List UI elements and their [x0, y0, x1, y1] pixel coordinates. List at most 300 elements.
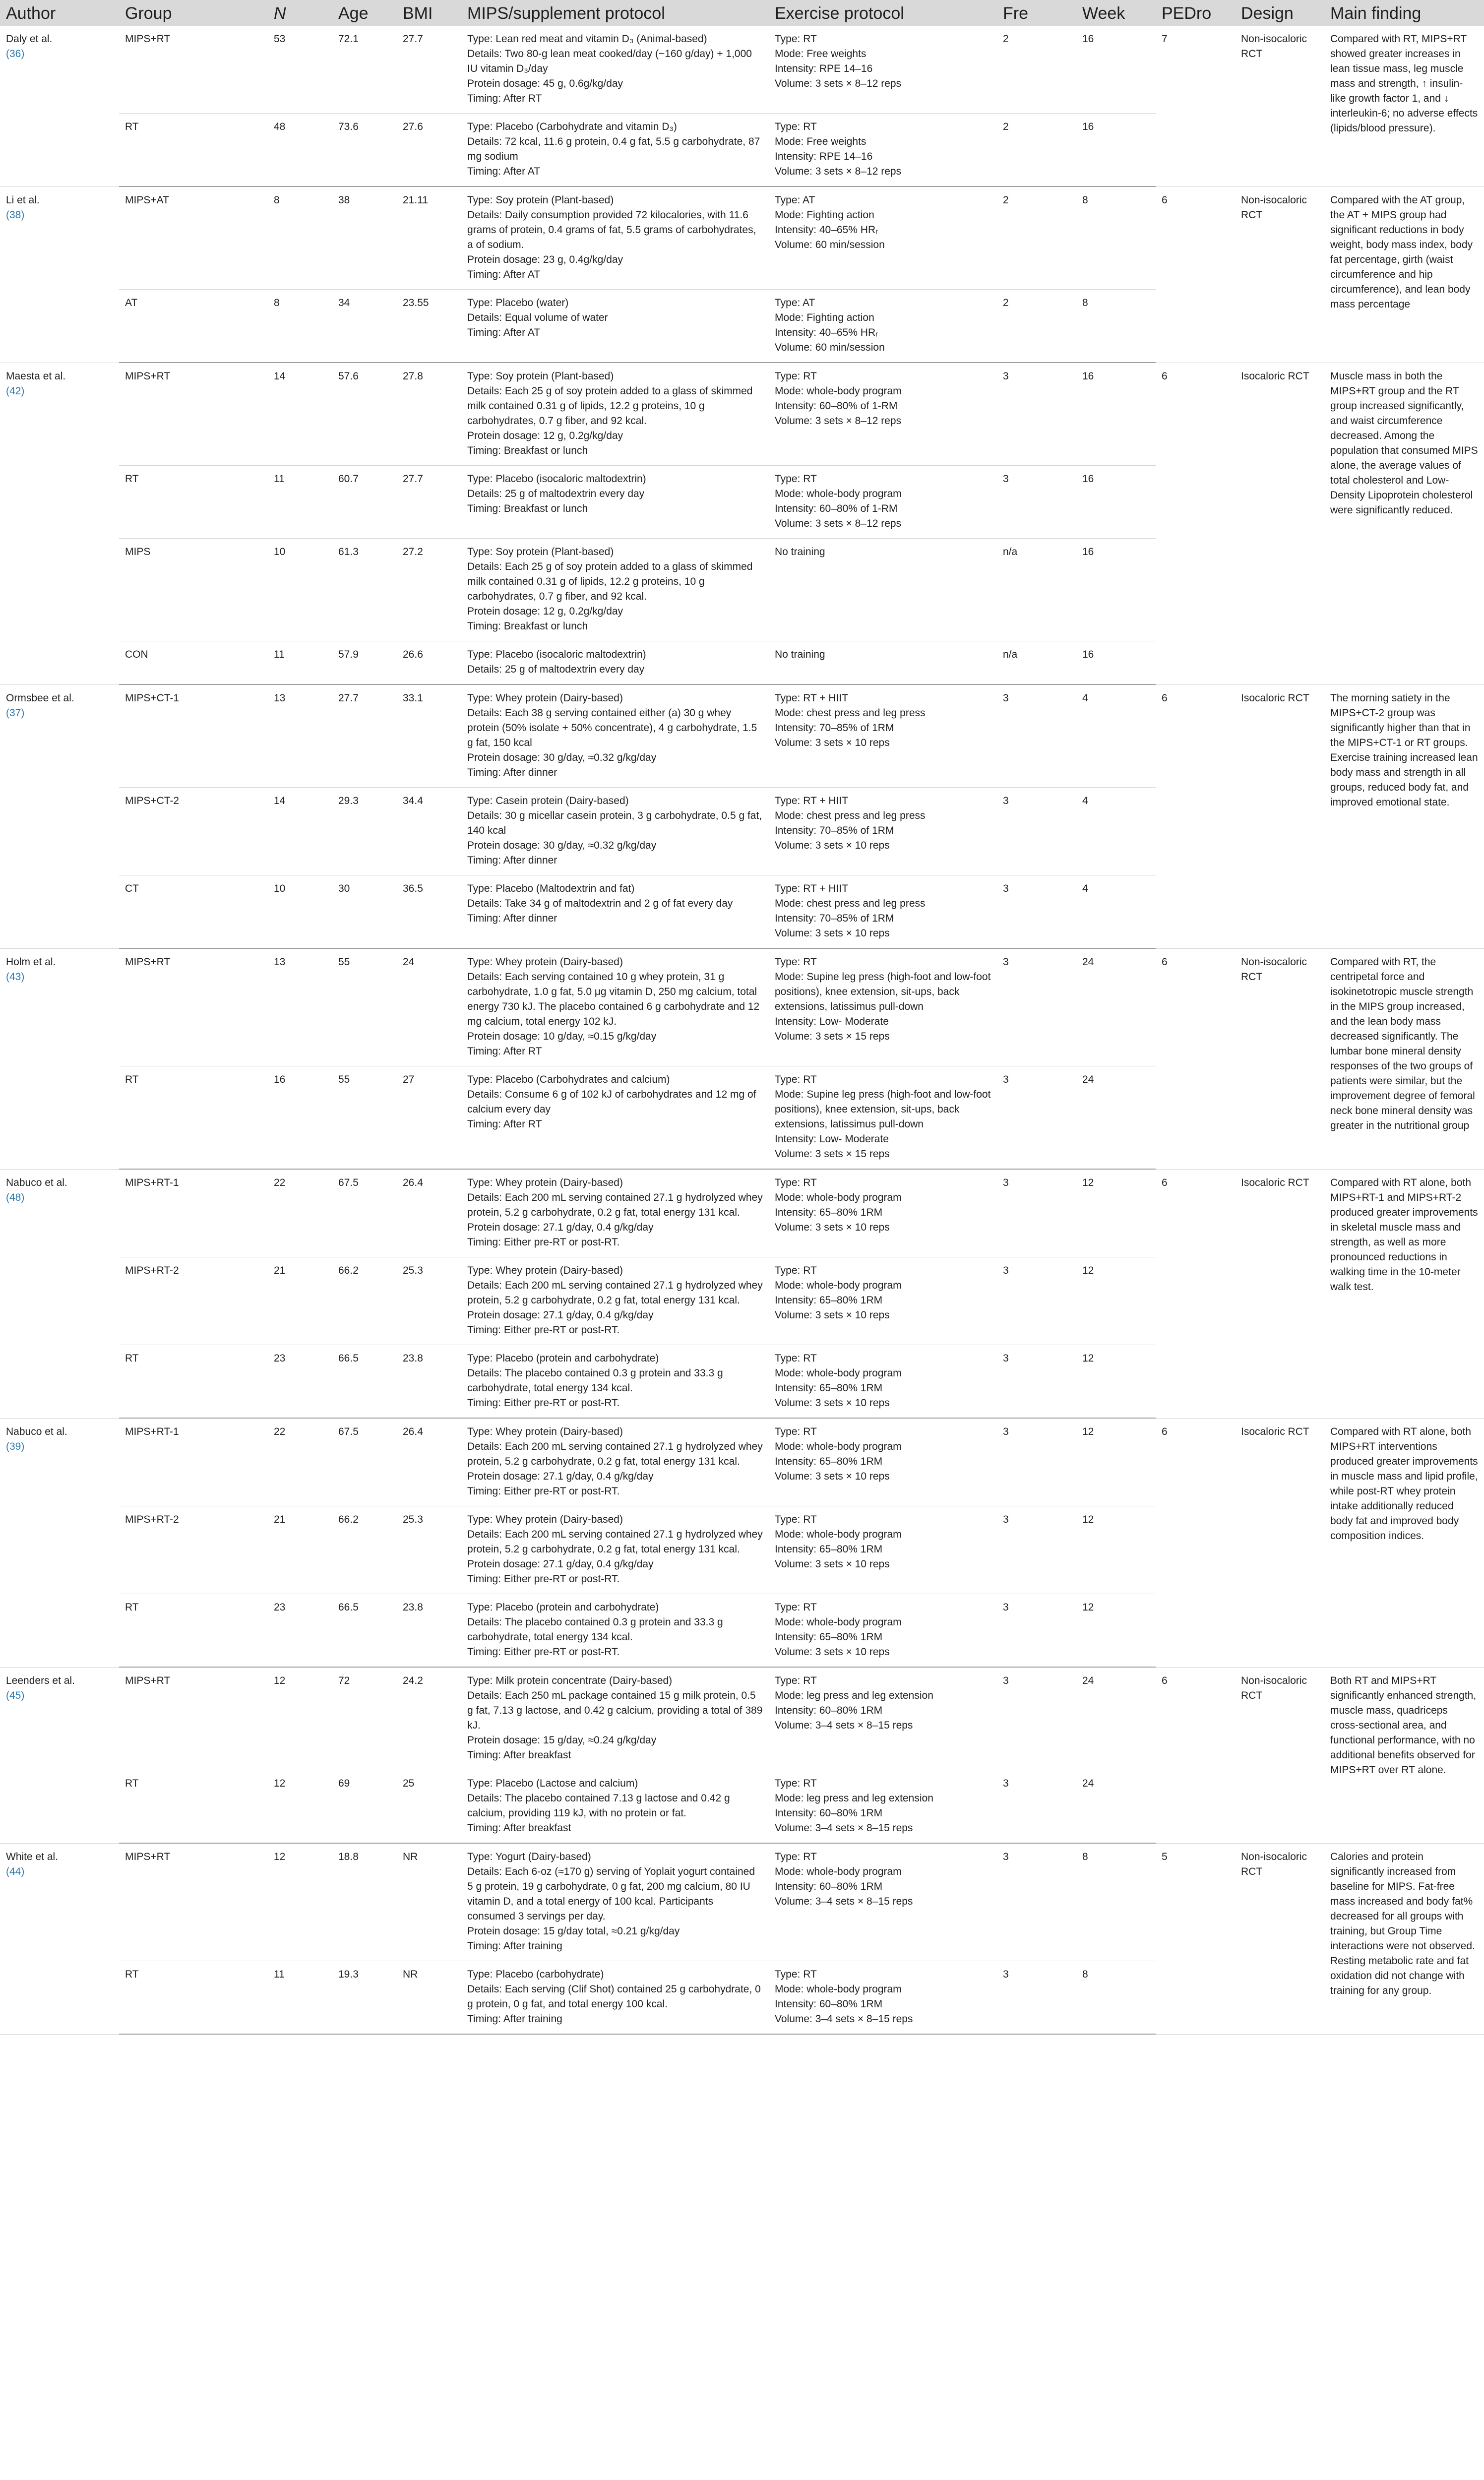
table-row: [0, 363, 1484, 466]
exercise-protocol-cell-line: Volume: 3 sets × 10 reps: [775, 1646, 890, 1658]
bmi-cell: 27.2: [397, 539, 461, 641]
exercise-protocol-cell-line: Volume: 3 sets × 10 reps: [775, 1471, 890, 1482]
mips-protocol-cell-line: Details: 25 g of maltodextrin every day: [467, 664, 645, 675]
week-cell: 24: [1076, 1667, 1156, 1770]
mips-protocol-cell-line: Protein dosage: 15 g/day, ≈0.24 g/kg/day: [467, 1735, 657, 1746]
mips-protocol-cell-line: Type: Whey protein (Dairy-based): [467, 1426, 623, 1437]
exercise-protocol-cell: [769, 114, 997, 187]
mips-protocol-cell: [461, 1843, 769, 1961]
reference-link[interactable]: (43): [6, 971, 25, 983]
age-cell: 60.7: [332, 466, 397, 539]
age-cell: 61.3: [332, 539, 397, 641]
exercise-protocol-cell: [769, 1770, 997, 1844]
reference-link[interactable]: (37): [6, 707, 25, 719]
exercise-protocol-cell-line: Type: RT: [775, 1851, 817, 1862]
mips-protocol-cell-line: Details: Each 38 g serving contained either (a) 30 g whey protein (50% isolate + 50% concentrate), 4 g carbohydrate, 1.5 g fat, 150 kcal: [467, 707, 757, 748]
mips-protocol-cell-line: Details: 25 g of maltodextrin every day: [467, 488, 645, 499]
bmi-cell: NR: [397, 1843, 461, 1961]
mips-protocol-cell-line: Timing: After dinner: [467, 913, 557, 924]
group-cell: MIPS+CT-1: [119, 684, 268, 788]
pedro-cell: 7: [1156, 26, 1235, 186]
mips-protocol-cell-line: Type: Placebo (protein and carbohydrate): [467, 1353, 659, 1364]
week-cell: 16: [1076, 26, 1156, 114]
n-cell: 11: [268, 466, 332, 539]
mips-protocol-cell-line: Details: Each 250 mL package contained 15 g milk protein, 0.5 g fat, 7.13 g lactose, and 0.42 g calcium, providing a total of 389 kJ.: [467, 1690, 763, 1731]
age-cell: 69: [332, 1770, 397, 1844]
age-cell: 67.5: [332, 1418, 397, 1506]
mips-protocol-cell-line: Timing: Either pre-RT or post-RT.: [467, 1573, 620, 1585]
exercise-protocol-cell-line: Type: RT + HIIT: [775, 883, 849, 894]
bmi-cell: 27.7: [397, 466, 461, 539]
pedro-cell: 6: [1156, 948, 1235, 1169]
table-row: [0, 1843, 1484, 1961]
n-cell: 13: [268, 684, 332, 788]
exercise-protocol-cell-line: Mode: whole-body program: [775, 1192, 902, 1203]
n-cell: 14: [268, 363, 332, 466]
mips-protocol-cell: [461, 1418, 769, 1506]
mips-protocol-cell-line: Timing: After AT: [467, 327, 541, 338]
mips-protocol-cell-line: Type: Soy protein (Plant-based): [467, 194, 614, 206]
n-cell: 12: [268, 1770, 332, 1844]
author-cell: [0, 684, 119, 948]
fre-cell: 3: [997, 875, 1076, 949]
fre-cell: 3: [997, 363, 1076, 466]
group-cell: AT: [119, 290, 268, 363]
n-cell: 8: [268, 186, 332, 290]
design-cell: Non-isocaloric RCT: [1235, 1667, 1324, 1843]
exercise-protocol-cell-line: Mode: Fighting action: [775, 312, 874, 323]
mips-protocol-cell-line: Type: Whey protein (Dairy-based): [467, 692, 623, 704]
bmi-cell: 24: [397, 948, 461, 1066]
mips-protocol-cell-line: Details: Take 34 g of maltodextrin and 2 g of fat every day: [467, 898, 733, 909]
bmi-cell: 21.11: [397, 186, 461, 290]
main-finding-cell: Muscle mass in both the MIPS+RT group and the RT group increased significantly, and waist circumference decreased. Among the population that consumed MIPS alone, the average values of total cholesterol and Low-Density Lipoprotein cholesterol were significantly reduced.: [1324, 363, 1484, 684]
exercise-protocol-cell-line: Volume: 3 sets × 8–12 reps: [775, 415, 902, 427]
pedro-cell: 6: [1156, 363, 1235, 684]
bmi-cell: NR: [397, 1961, 461, 2035]
mips-protocol-cell: [461, 1506, 769, 1594]
mips-protocol-cell-line: Timing: Either pre-RT or post-RT.: [467, 1486, 620, 1497]
age-cell: 29.3: [332, 788, 397, 875]
mips-protocol-cell-line: Type: Casein protein (Dairy-based): [467, 795, 629, 806]
mips-protocol-cell-line: Timing: Either pre-RT or post-RT.: [467, 1237, 620, 1248]
mips-protocol-cell-line: Details: 72 kcal, 11.6 g protein, 0.4 g fat, 5.5 g carbohydrate, 87 mg sodium: [467, 136, 760, 162]
header-main-finding: Main finding: [1324, 0, 1484, 26]
design-cell: Non-isocaloric RCT: [1235, 948, 1324, 1169]
group-cell: MIPS+RT: [119, 26, 268, 114]
design-cell: Non-isocaloric RCT: [1235, 186, 1324, 363]
exercise-protocol-cell-line: Intensity: Low- Moderate: [775, 1133, 889, 1145]
exercise-protocol-cell-line: Mode: whole-body program: [775, 1984, 902, 1995]
mips-protocol-cell: [461, 1169, 769, 1257]
mips-protocol-cell-line: Type: Placebo (Maltodextrin and fat): [467, 883, 635, 894]
author-cell: [0, 186, 119, 363]
exercise-protocol-cell-line: Type: RT: [775, 1353, 817, 1364]
exercise-protocol-cell: [769, 1169, 997, 1257]
exercise-protocol-cell-line: Intensity: 60–80% 1RM: [775, 1705, 883, 1716]
author-name: Daly et al.: [6, 33, 53, 45]
age-cell: 55: [332, 948, 397, 1066]
mips-protocol-cell-line: Timing: Breakfast or lunch: [467, 445, 588, 456]
bmi-cell: 23.8: [397, 1345, 461, 1419]
exercise-protocol-cell: [769, 1066, 997, 1170]
exercise-protocol-cell-line: Volume: 3–4 sets × 8–15 reps: [775, 1822, 913, 1834]
exercise-protocol-cell: [769, 539, 997, 641]
group-cell: RT: [119, 1961, 268, 2035]
main-finding-cell: Compared with RT alone, both MIPS+RT interventions produced greater improvements in muscle mass and lipid profile, while post-RT whey protein intake additionally reduced body fat and improved body composition indices.: [1324, 1418, 1484, 1667]
mips-protocol-cell: [461, 539, 769, 641]
bmi-cell: 27.7: [397, 26, 461, 114]
exercise-protocol-cell-line: Type: RT: [775, 1426, 817, 1437]
week-cell: 16: [1076, 114, 1156, 187]
group-cell: MIPS+RT: [119, 363, 268, 466]
exercise-protocol-cell-line: Type: RT: [775, 1514, 817, 1525]
fre-cell: n/a: [997, 641, 1076, 685]
age-cell: 72.1: [332, 26, 397, 114]
group-cell: MIPS+RT-1: [119, 1169, 268, 1257]
design-cell: Isocaloric RCT: [1235, 363, 1324, 684]
mips-protocol-cell-line: Details: Each 200 mL serving contained 27.1 g hydrolyzed whey protein, 5.2 g carbohydrate, 0.2 g fat, total energy 131 kcal.: [467, 1280, 763, 1306]
group-cell: MIPS+RT-2: [119, 1257, 268, 1345]
exercise-protocol-cell-line: Mode: chest press and leg press: [775, 707, 926, 719]
table-body: [0, 26, 1484, 2034]
exercise-protocol-cell-line: Intensity: 65–80% 1RM: [775, 1295, 883, 1306]
group-cell: RT: [119, 114, 268, 187]
exercise-protocol-cell-line: Mode: Free weights: [775, 48, 866, 60]
exercise-protocol-cell-line: Volume: 3 sets × 10 reps: [775, 737, 890, 748]
group-cell: CON: [119, 641, 268, 685]
main-finding-cell: Compared with RT, the centripetal force and isokinetotropic muscle strength in the MIPS group increased, and the lean body mass decreased significantly. The lumbar bone mineral density responses of the two groups of patients were similar, but the improvement degree of femoral neck bone mineral density was greater in the nutritional group: [1324, 948, 1484, 1169]
n-cell: 12: [268, 1667, 332, 1770]
mips-protocol-cell: [461, 186, 769, 290]
table-row: [0, 1667, 1484, 1770]
exercise-protocol-cell-line: Intensity: 60–80% of 1-RM: [775, 400, 898, 412]
group-cell: RT: [119, 1345, 268, 1419]
exercise-protocol-cell-line: Intensity: 60–80% 1RM: [775, 1807, 883, 1819]
mips-protocol-cell-line: Protein dosage: 23 g, 0.4g/kg/day: [467, 254, 623, 265]
author-name: White et al.: [6, 1851, 59, 1862]
exercise-protocol-cell: [769, 290, 997, 363]
exercise-protocol-cell: [769, 1506, 997, 1594]
mips-protocol-cell-line: Timing: After RT: [467, 1046, 542, 1057]
mips-protocol-cell-line: Type: Soy protein (Plant-based): [467, 546, 614, 558]
mips-protocol-cell-line: Details: 30 g micellar casein protein, 3 g carbohydrate, 0.5 g fat, 140 kcal: [467, 810, 762, 836]
exercise-protocol-cell-line: Mode: whole-body program: [775, 1616, 902, 1628]
exercise-protocol-cell-line: Mode: Supine leg press (high-foot and low-foot positions), knee extension, sit-ups, back extensions, latissimus pull-down: [775, 971, 991, 1012]
n-cell: 11: [268, 641, 332, 685]
exercise-protocol-cell-line: Intensity: 60–80% of 1-RM: [775, 503, 898, 514]
bmi-cell: 26.6: [397, 641, 461, 685]
week-cell: 4: [1076, 684, 1156, 788]
mips-protocol-cell-line: Details: Each 6-oz (≈170 g) serving of Yoplait yogurt contained 5 g protein, 19 g carbohydrate, 0 g fat, 200 mg calcium, 80 IU vitamin D, and a total energy of 100 kcal. Participants consumed 3 servings per day.: [467, 1866, 755, 1922]
age-cell: 55: [332, 1066, 397, 1170]
fre-cell: n/a: [997, 539, 1076, 641]
header-author: Author: [0, 0, 119, 26]
mips-protocol-cell-line: Timing: After breakfast: [467, 1749, 571, 1761]
mips-protocol-cell-line: Protein dosage: 27.1 g/day, 0.4 g/kg/day: [467, 1558, 654, 1570]
mips-protocol-cell-line: Details: The placebo contained 7.13 g lactose and 0.42 g calcium, providing 119 kJ, with no protein or fat.: [467, 1793, 730, 1819]
exercise-protocol-cell-line: Mode: leg press and leg extension: [775, 1793, 933, 1804]
week-cell: 12: [1076, 1169, 1156, 1257]
author-cell: [0, 1843, 119, 2034]
mips-protocol-cell-line: Type: Whey protein (Dairy-based): [467, 1265, 623, 1276]
n-cell: 22: [268, 1169, 332, 1257]
fre-cell: 2: [997, 114, 1076, 187]
mips-protocol-cell-line: Details: Each 200 mL serving contained 27.1 g hydrolyzed whey protein, 5.2 g carbohydrate, 0.2 g fat, total energy 131 kcal.: [467, 1529, 763, 1555]
mips-protocol-cell-line: Type: Lean red meat and vitamin D₃ (Animal-based): [467, 33, 707, 45]
exercise-protocol-cell-line: Type: RT: [775, 956, 817, 968]
exercise-protocol-cell-line: Type: RT: [775, 33, 817, 45]
table-row: [0, 186, 1484, 290]
exercise-protocol-cell-line: No training: [775, 546, 825, 558]
fre-cell: 2: [997, 186, 1076, 290]
header-n: N: [268, 0, 332, 26]
fre-cell: 3: [997, 1770, 1076, 1844]
week-cell: 12: [1076, 1418, 1156, 1506]
exercise-protocol-cell-line: Volume: 3 sets × 10 reps: [775, 840, 890, 851]
exercise-protocol-cell-line: Mode: whole-body program: [775, 1280, 902, 1291]
n-cell: 12: [268, 1843, 332, 1961]
reference-link[interactable]: (44): [6, 1865, 25, 1877]
age-cell: 66.2: [332, 1506, 397, 1594]
exercise-protocol-cell-line: Intensity: RPE 14–16: [775, 63, 873, 74]
age-cell: 19.3: [332, 1961, 397, 2035]
header-design: Design: [1235, 0, 1324, 26]
group-cell: MIPS+RT: [119, 948, 268, 1066]
mips-protocol-cell-line: Details: The placebo contained 0.3 g protein and 33.3 g carbohydrate, total energy 134 kcal.: [467, 1616, 723, 1643]
n-cell: 21: [268, 1257, 332, 1345]
exercise-protocol-cell-line: Mode: Supine leg press (high-foot and low-foot positions), knee extension, sit-ups, back extensions, latissimus pull-down: [775, 1089, 991, 1130]
mips-protocol-cell: [461, 1345, 769, 1419]
mips-protocol-cell-line: Timing: After breakfast: [467, 1822, 571, 1834]
table-row: [0, 684, 1484, 788]
header-mips-protocol: MIPS/supplement protocol: [461, 0, 769, 26]
week-cell: 24: [1076, 1066, 1156, 1170]
age-cell: 66.2: [332, 1257, 397, 1345]
exercise-protocol-cell-line: Volume: 3 sets × 15 reps: [775, 1031, 890, 1042]
exercise-protocol-cell-line: Volume: 3 sets × 10 reps: [775, 928, 890, 939]
exercise-protocol-cell-line: Volume: 3–4 sets × 8–15 reps: [775, 2013, 913, 2025]
author-name: Nabuco et al.: [6, 1426, 67, 1437]
mips-protocol-cell-line: Details: Each serving contained 10 g whey protein, 31 g carbohydrate, 1.0 g fat, 5.0 μg vitamin D, 250 mg calcium, total energy 730 kJ. The placebo contained 6 g carbohydrate and 12 mg calcium, total energy 102 kJ.: [467, 971, 760, 1027]
n-cell: 10: [268, 539, 332, 641]
exercise-protocol-cell-line: Volume: 3 sets × 8–12 reps: [775, 518, 902, 529]
exercise-protocol-cell-line: Type: RT: [775, 121, 817, 132]
week-cell: 8: [1076, 1961, 1156, 2035]
age-cell: 57.6: [332, 363, 397, 466]
design-cell: Isocaloric RCT: [1235, 684, 1324, 948]
exercise-protocol-cell-line: Mode: whole-body program: [775, 488, 902, 499]
week-cell: 12: [1076, 1506, 1156, 1594]
group-cell: MIPS+CT-2: [119, 788, 268, 875]
fre-cell: 3: [997, 788, 1076, 875]
fre-cell: 3: [997, 466, 1076, 539]
exercise-protocol-cell-line: Volume: 3–4 sets × 8–15 reps: [775, 1720, 913, 1731]
exercise-protocol-cell-line: Mode: whole-body program: [775, 1441, 902, 1452]
exercise-protocol-cell-line: Intensity: 40–65% HRᵣ: [775, 327, 878, 338]
n-cell: 53: [268, 26, 332, 114]
author-cell: [0, 1169, 119, 1418]
header-week: Week: [1076, 0, 1156, 26]
header-row: [0, 0, 1484, 26]
exercise-protocol-cell-line: Volume: 3 sets × 10 reps: [775, 1222, 890, 1233]
week-cell: 12: [1076, 1257, 1156, 1345]
table-row: [0, 948, 1484, 1066]
bmi-cell: 26.4: [397, 1169, 461, 1257]
mips-protocol-cell: [461, 290, 769, 363]
exercise-protocol-cell: [769, 26, 997, 114]
n-cell: 23: [268, 1594, 332, 1668]
mips-protocol-cell: [461, 26, 769, 114]
mips-protocol-cell-line: Details: The placebo contained 0.3 g protein and 33.3 g carbohydrate, total energy 134 kcal.: [467, 1367, 723, 1394]
reference-link[interactable]: (48): [6, 1191, 25, 1203]
main-finding-cell: Both RT and MIPS+RT significantly enhanced strength, muscle mass, quadriceps cross-sectional area, and functional performance, with no additional benefits observed for MIPS+RT over RT alone.: [1324, 1667, 1484, 1843]
exercise-protocol-cell-line: Intensity: 65–80% 1RM: [775, 1544, 883, 1555]
mips-protocol-cell-line: Type: Placebo (water): [467, 297, 569, 309]
exercise-protocol-cell: [769, 641, 997, 685]
mips-protocol-cell-line: Details: Equal volume of water: [467, 312, 608, 323]
week-cell: 24: [1076, 948, 1156, 1066]
n-cell: 14: [268, 788, 332, 875]
author-cell: [0, 363, 119, 684]
mips-protocol-cell-line: Type: Whey protein (Dairy-based): [467, 1177, 623, 1188]
exercise-protocol-cell-line: Type: RT: [775, 1969, 817, 1980]
bmi-cell: 23.8: [397, 1594, 461, 1668]
header-pedro: PEDro: [1156, 0, 1235, 26]
n-cell: 16: [268, 1066, 332, 1170]
week-cell: 4: [1076, 788, 1156, 875]
fre-cell: 3: [997, 1667, 1076, 1770]
mips-protocol-cell-line: Timing: After training: [467, 2013, 562, 2025]
author-name: Leenders et al.: [6, 1674, 75, 1686]
exercise-protocol-cell: [769, 1418, 997, 1506]
mips-protocol-cell: [461, 788, 769, 875]
header-bmi: BMI: [397, 0, 461, 26]
exercise-protocol-cell: [769, 875, 997, 949]
exercise-protocol-cell-line: Intensity: Low- Moderate: [775, 1016, 889, 1027]
mips-protocol-cell-line: Type: Placebo (Carbohydrate and vitamin D₃): [467, 121, 677, 132]
mips-protocol-cell-line: Type: Placebo (carbohydrate): [467, 1969, 604, 1980]
main-finding-cell: The morning satiety in the MIPS+CT-2 group was significantly higher than that in the MIPS+CT-1 or RT groups. Exercise training increased lean body mass and strength in all groups, reduced body fat, and improved emotional state.: [1324, 684, 1484, 948]
reference-link[interactable]: (45): [6, 1689, 25, 1701]
mips-protocol-cell: [461, 114, 769, 187]
mips-protocol-cell: [461, 641, 769, 685]
n-cell: 11: [268, 1961, 332, 2035]
exercise-protocol-cell: [769, 1345, 997, 1419]
exercise-protocol-cell-line: Intensity: 70–85% of 1RM: [775, 722, 894, 734]
table-header: [0, 0, 1484, 26]
group-cell: MIPS+RT-2: [119, 1506, 268, 1594]
mips-protocol-cell-line: Type: Whey protein (Dairy-based): [467, 1514, 623, 1525]
table-row: [0, 1169, 1484, 1257]
bmi-cell: 34.4: [397, 788, 461, 875]
exercise-protocol-cell: [769, 1961, 997, 2035]
mips-protocol-cell-line: Details: Each 200 mL serving contained 27.1 g hydrolyzed whey protein, 5.2 g carbohydrate, 0.2 g fat, total energy 131 kcal.: [467, 1192, 763, 1218]
exercise-protocol-cell-line: Mode: chest press and leg press: [775, 810, 926, 821]
age-cell: 27.7: [332, 684, 397, 788]
group-cell: MIPS+AT: [119, 186, 268, 290]
mips-protocol-cell-line: Timing: After training: [467, 1940, 562, 1952]
week-cell: 8: [1076, 290, 1156, 363]
design-cell: Non-isocaloric RCT: [1235, 1843, 1324, 2034]
mips-protocol-cell-line: Protein dosage: 12 g, 0.2g/kg/day: [467, 606, 623, 617]
mips-protocol-cell-line: Timing: After RT: [467, 1118, 542, 1130]
mips-protocol-cell-line: Type: Placebo (Carbohydrates and calcium): [467, 1074, 670, 1085]
n-cell: 13: [268, 948, 332, 1066]
group-cell: CT: [119, 875, 268, 949]
pedro-cell: 6: [1156, 1418, 1235, 1667]
n-cell: 10: [268, 875, 332, 949]
mips-protocol-cell-line: Protein dosage: 27.1 g/day, 0.4 g/kg/day: [467, 1222, 654, 1233]
mips-protocol-cell: [461, 363, 769, 466]
group-cell: RT: [119, 1770, 268, 1844]
mips-protocol-cell-line: Type: Placebo (protein and carbohydrate): [467, 1602, 659, 1613]
exercise-protocol-cell: [769, 788, 997, 875]
design-cell: Isocaloric RCT: [1235, 1169, 1324, 1418]
bmi-cell: 27.6: [397, 114, 461, 187]
age-cell: 72: [332, 1667, 397, 1770]
mips-protocol-cell-line: Details: Each serving (Clif Shot) contained 25 g carbohydrate, 0 g protein, 0 g fat, and total energy 100 kcal.: [467, 1984, 761, 2010]
mips-protocol-cell-line: Timing: Breakfast or lunch: [467, 620, 588, 632]
reference-link[interactable]: (38): [6, 209, 25, 221]
age-cell: 66.5: [332, 1345, 397, 1419]
exercise-protocol-cell-line: Volume: 60 min/session: [775, 342, 885, 353]
group-cell: MIPS+RT: [119, 1667, 268, 1770]
mips-protocol-cell-line: Timing: Either pre-RT or post-RT.: [467, 1397, 620, 1409]
n-cell: 8: [268, 290, 332, 363]
mips-protocol-cell-line: Details: Each 200 mL serving contained 27.1 g hydrolyzed whey protein, 5.2 g carbohydrate, 0.2 g fat, total energy 131 kcal.: [467, 1441, 763, 1467]
mips-protocol-cell-line: Protein dosage: 27.1 g/day, 0.4 g/kg/day: [467, 1309, 654, 1321]
exercise-protocol-cell-line: Type: AT: [775, 194, 815, 206]
reference-link[interactable]: (36): [6, 48, 25, 60]
bmi-cell: 26.4: [397, 1418, 461, 1506]
n-cell: 48: [268, 114, 332, 187]
fre-cell: 3: [997, 1843, 1076, 1961]
exercise-protocol-cell-line: Volume: 3 sets × 10 reps: [775, 1397, 890, 1409]
exercise-protocol-cell-line: Intensity: 60–80% 1RM: [775, 1881, 883, 1892]
table-row: [0, 26, 1484, 114]
mips-protocol-cell-line: Timing: After dinner: [467, 855, 557, 866]
mips-protocol-cell-line: Details: Each 25 g of soy protein added to a glass of skimmed milk contained 0.31 g of lipids, 12.2 g proteins, 10 g carbohydrates, 0.7 g fiber, and 92 kcal.: [467, 385, 753, 427]
pedro-cell: 6: [1156, 684, 1235, 948]
author-name: Nabuco et al.: [6, 1177, 67, 1188]
mips-protocol-cell-line: Details: Consume 6 g of 102 kJ of carbohydrates and 12 mg of calcium every day: [467, 1089, 756, 1115]
exercise-protocol-cell-line: Volume: 3 sets × 10 reps: [775, 1309, 890, 1321]
bmi-cell: 27.8: [397, 363, 461, 466]
exercise-protocol-cell-line: Mode: whole-body program: [775, 385, 902, 397]
n-cell: 23: [268, 1345, 332, 1419]
exercise-protocol-cell-line: Type: RT: [775, 1074, 817, 1085]
mips-protocol-cell-line: Type: Whey protein (Dairy-based): [467, 956, 623, 968]
main-finding-cell: Calories and protein significantly increased from baseline for MIPS. Fat-free mass increased and body fat% decreased for all groups with training, but Group Time interactions were not observed. Resting metabolic rate and fat oxidation did not change with training for any group.: [1324, 1843, 1484, 2034]
exercise-protocol-cell-line: Volume: 3–4 sets × 8–15 reps: [775, 1896, 913, 1907]
week-cell: 12: [1076, 1594, 1156, 1668]
pedro-cell: 6: [1156, 186, 1235, 363]
mips-protocol-cell-line: Timing: Either pre-RT or post-RT.: [467, 1646, 620, 1658]
exercise-protocol-cell-line: Mode: whole-body program: [775, 1367, 902, 1379]
reference-link[interactable]: (42): [6, 385, 25, 397]
exercise-protocol-cell-line: Mode: Fighting action: [775, 209, 874, 221]
exercise-protocol-cell-line: Volume: 3 sets × 15 reps: [775, 1148, 890, 1160]
author-cell: [0, 26, 119, 186]
design-cell: Isocaloric RCT: [1235, 1418, 1324, 1667]
exercise-protocol-cell: [769, 1594, 997, 1668]
week-cell: 16: [1076, 641, 1156, 685]
reference-link[interactable]: (39): [6, 1440, 25, 1452]
table-row: [0, 1418, 1484, 1506]
mips-protocol-cell-line: Protein dosage: 30 g/day, ≈0.32 g/kg/day: [467, 752, 657, 763]
mips-protocol-cell: [461, 684, 769, 788]
